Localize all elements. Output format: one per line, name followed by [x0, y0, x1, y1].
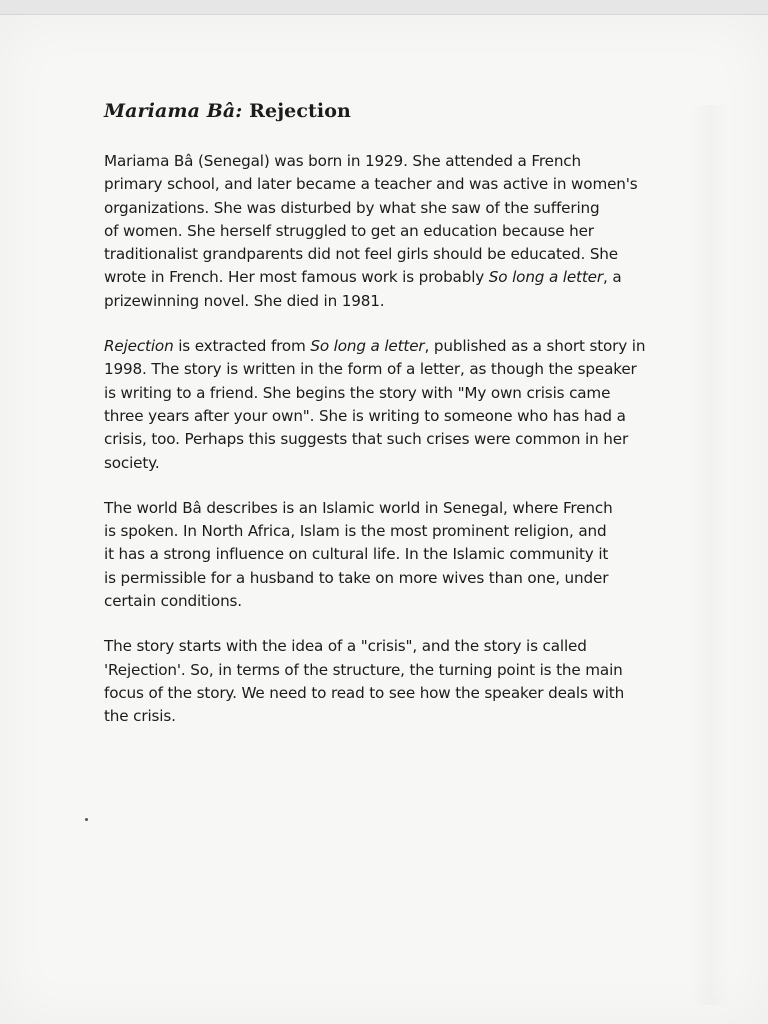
text-line: [104, 243, 684, 266]
italic-title-run: So long a letter: [488, 268, 603, 287]
italic-title-run: So long a letter: [310, 337, 425, 356]
text-line: [104, 497, 684, 520]
text-line: [104, 635, 684, 658]
text-run: is permissible for a husband to take on more wives than one, under: [104, 568, 609, 587]
text-line: [104, 150, 684, 173]
text-line: [104, 358, 684, 381]
text-line: [104, 335, 684, 358]
document-title: [104, 98, 684, 124]
text-run: The world Bâ describes is an Islamic world in Senegal, where French: [104, 498, 613, 517]
paragraph-2: [104, 335, 684, 475]
text-run: wrote in French. Her most famous work is probably: [104, 268, 489, 287]
top-strip: [0, 0, 768, 15]
document-body: [104, 98, 684, 751]
text-run: Mariama Bâ (Senegal) was born in 1929. She attended a French: [104, 152, 581, 170]
text-line: [104, 266, 684, 289]
title-author: Mariama Bâ:: [104, 100, 243, 122]
text-line: [104, 290, 684, 313]
text-run: it has a strong influence on cultural life. In the Islamic community it: [104, 545, 609, 564]
text-line: [104, 567, 684, 590]
paragraphs: [104, 150, 684, 729]
text-run: three years after your own". She is writing to someone who has had a: [104, 406, 626, 425]
text-line: [104, 520, 684, 543]
text-run: the crisis.: [104, 707, 176, 726]
text-line: [104, 543, 684, 566]
text-run: , published as a short story in: [424, 337, 646, 356]
text-run: primary school, and later became a teacher and was active in women's: [104, 175, 638, 194]
text-line: [104, 590, 684, 613]
text-run: organizations. She was disturbed by what she saw of the suffering: [104, 198, 600, 217]
text-line: [104, 705, 684, 728]
text-line: [104, 452, 684, 475]
paragraph-1: [104, 150, 684, 313]
text-run: is extracted from: [173, 337, 311, 356]
page-shadow: [690, 105, 730, 1005]
text-run: , a: [602, 268, 622, 287]
paragraph-4: [104, 635, 684, 728]
text-run: focus of the story. We need to read to see how the speaker deals with: [104, 683, 625, 702]
text-line: [104, 173, 684, 196]
text-line: [104, 220, 684, 243]
text-run: of women. She herself struggled to get an education because her: [104, 221, 594, 240]
text-run: The story starts with the idea of a "crisis", and the story is called: [104, 637, 587, 656]
text-line: [104, 659, 684, 682]
text-run: society.: [104, 453, 160, 472]
scan-speck: [85, 818, 88, 821]
text-run: is spoken. In North Africa, Islam is the most prominent religion, and: [104, 522, 607, 541]
text-line: [104, 682, 684, 705]
text-run: is writing to a friend. She begins the story with "My own crisis came: [104, 383, 611, 402]
title-work: Rejection: [242, 100, 351, 122]
paragraph-3: [104, 497, 684, 613]
text-run: prizewinning novel. She died in 1981.: [104, 291, 385, 310]
text-run: traditionalist grandparents did not feel girls should be educated. She: [104, 245, 618, 264]
italic-title-run: Rejection: [104, 337, 174, 356]
text-line: [104, 428, 684, 451]
text-run: 'Rejection'. So, in terms of the structure, the turning point is the main: [104, 660, 623, 679]
text-run: certain conditions.: [104, 592, 242, 611]
text-run: crisis, too. Perhaps this suggests that such crises were common in her: [104, 430, 629, 449]
text-run: 1998. The story is written in the form of a letter, as though the speaker: [104, 360, 637, 379]
text-line: [104, 405, 684, 428]
text-line: [104, 197, 684, 220]
text-line: [104, 382, 684, 405]
